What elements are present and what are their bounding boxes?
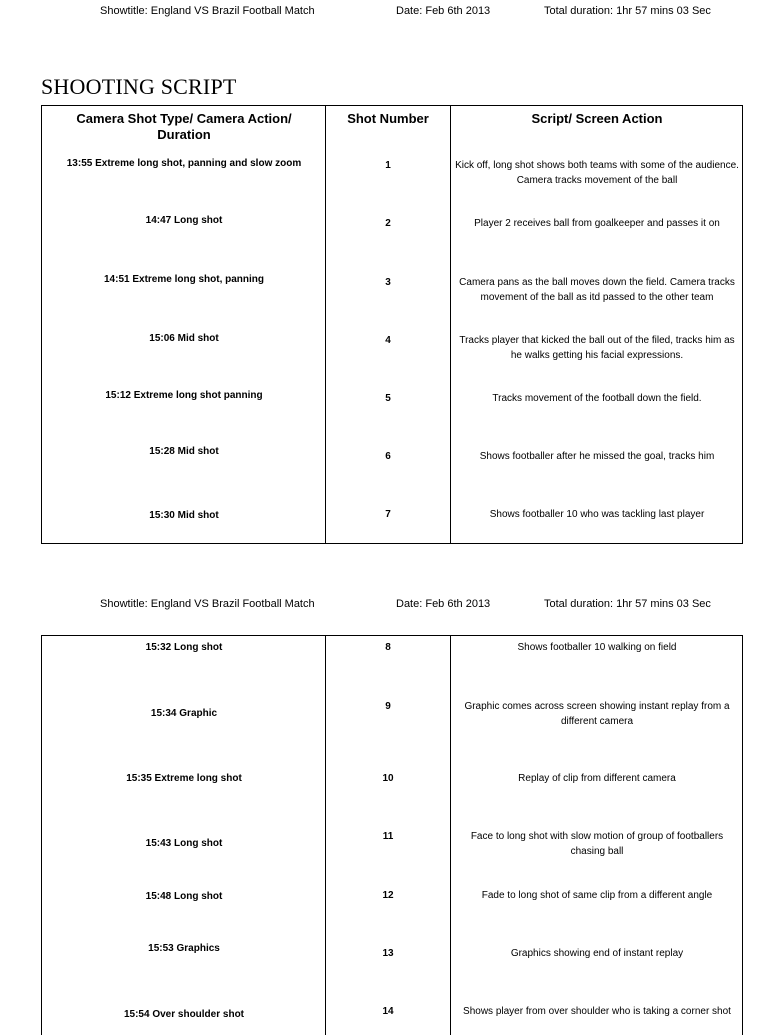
shot-number-cell: 5 [385,393,391,404]
shot-number-cell: 1 [385,160,391,171]
page-header [0,598,768,614]
shot-number-cell: 3 [385,277,391,288]
shot-type-cell: 13:55 Extreme long shot, panning and slow zoom [66,158,302,169]
page-header [0,5,768,21]
shot-number-cell: 2 [385,218,391,229]
shot-type-cell: 15:43 Long shot [145,838,223,849]
screen-action-cell: Graphics showing end of instant replay [510,948,684,959]
shot-number-cell: 7 [385,509,391,520]
shot-type-cell: 15:34 Graphic [150,708,218,719]
shot-number-cell: 14 [382,1006,394,1017]
column-header-camera-shot: Camera Shot Type/ Camera Action/ Duration [76,111,292,142]
shot-type-cell: 15:30 Mid shot [149,510,219,521]
screen-action-cell: Shows footballer after he missed the goal, tracks him [479,451,715,462]
column-divider [450,106,451,543]
screen-action-cell: Graphic comes across screen showing instant replay from a different camera [464,701,730,727]
shot-type-cell: 15:54 Over shoulder shot [123,1009,245,1020]
shot-number-cell: 11 [382,831,394,842]
shot-number-cell: 9 [385,701,391,712]
date-text: Date: Feb 6th 2013 [396,5,491,17]
shot-type-cell: 14:51 Extreme long shot, panning [103,274,265,285]
shot-type-cell: 15:32 Long shot [145,642,223,653]
screen-action-cell: Face to long shot with slow motion of group of footballers chasing ball [470,831,724,857]
duration-text: Total duration: 1hr 57 mins 03 Sec [544,598,711,610]
page-title: SHOOTING SCRIPT [41,74,237,99]
shot-type-cell: 15:48 Long shot [145,891,223,902]
shot-type-cell: 14:47 Long shot [145,215,223,226]
shot-number-cell: 8 [385,642,391,653]
screen-action-cell: Kick off, long shot shows both teams with some of the audience. Camera tracks movement of the ball [455,160,739,186]
showtitle-text: Showtitle: England VS Brazil Football Match [100,598,315,610]
duration-text: Total duration: 1hr 57 mins 03 Sec [544,5,711,17]
shot-number-cell: 13 [382,948,394,959]
screen-action-cell: Tracks player that kicked the ball out of the filed, tracks him as he walks getting his facial expressions. [459,335,735,361]
shot-type-cell: 15:06 Mid shot [149,333,219,344]
shot-type-cell: 15:12 Extreme long shot panning [105,390,263,401]
column-header-script-action: Script/ Screen Action [531,111,663,126]
screen-action-cell: Player 2 receives ball from goalkeeper and passes it on [474,218,720,229]
column-divider [450,636,451,1035]
shot-type-cell: 15:53 Graphics [148,943,220,954]
shot-number-cell: 10 [382,773,394,784]
screen-action-cell: Shows player from over shoulder who is taking a corner shot [463,1006,731,1017]
screen-action-cell: Replay of clip from different camera [518,773,676,784]
shot-type-cell: 15:35 Extreme long shot [126,773,242,784]
screen-action-cell: Fade to long shot of same clip from a different angle [481,890,713,901]
date-text: Date: Feb 6th 2013 [396,598,491,610]
shooting-script-table [41,105,743,544]
shooting-script-table-continued [41,635,743,1035]
showtitle-text: Showtitle: England VS Brazil Football Match [100,5,315,17]
column-header-shot-number: Shot Number [347,111,429,126]
shot-number-cell: 6 [385,451,391,462]
screen-action-cell: Shows footballer 10 walking on field [517,642,677,653]
shot-number-cell: 4 [385,335,391,346]
screen-action-cell: Tracks movement of the football down the field. [492,393,702,404]
shot-number-cell: 12 [382,890,394,901]
shot-type-cell: 15:28 Mid shot [149,446,219,457]
screen-action-cell: Shows footballer 10 who was tackling last player [489,509,705,520]
screen-action-cell: Camera pans as the ball moves down the field. Camera tracks movement of the ball as itd passed to the other team [459,277,735,303]
